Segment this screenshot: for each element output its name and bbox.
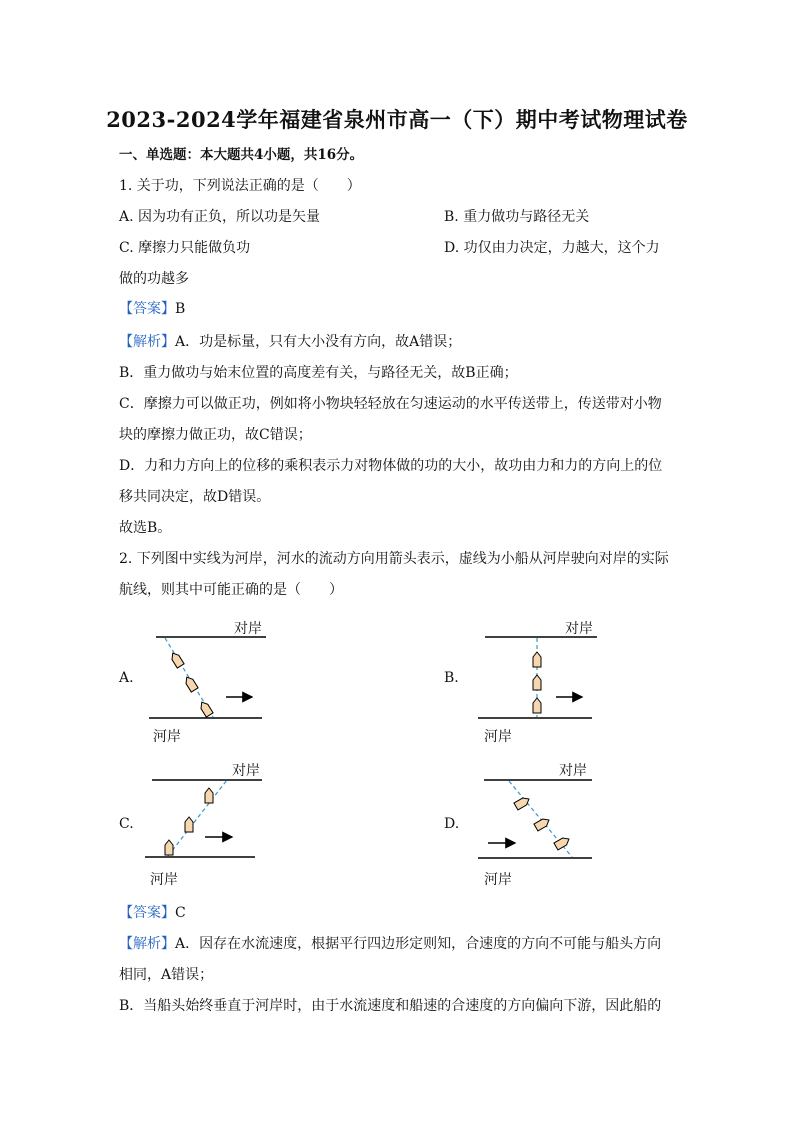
far-bank-label: 对岸 [565, 621, 593, 637]
boat-icon [514, 796, 531, 810]
answer-value: B [175, 301, 186, 317]
boat-icon [183, 675, 198, 692]
near-bank-label: 河岸 [153, 729, 181, 745]
boat-icon [165, 840, 173, 855]
boat-icon [533, 698, 541, 713]
q1-analysis-1 [119, 333, 461, 351]
q1-stem: 1. 关于功，下列说法正确的是（ ） [119, 178, 361, 194]
answer-value: C [175, 905, 186, 921]
q1-analysis-3: C．摩擦力可以做正功，例如将小物块轻轻放在匀速运动的水平传送带上，传送带对小物 [119, 396, 662, 412]
q1-analysis-5: D．力和力方向上的位移的乘积表示力对物体做的功的大小，故功由力和力的方向上的位 [119, 458, 663, 474]
q1-answer [119, 300, 185, 318]
analysis-tag: 【解析】 [119, 334, 175, 350]
q1-option-d: D. 功仅由力决定，力越大，这个力 [444, 240, 660, 256]
diagram-label-b: B. [444, 670, 459, 686]
page-title: 2023-2024学年福建省泉州市高一（下）期中考试物理试卷 [106, 107, 688, 132]
q1-analysis-4: 块的摩擦力做正功，故C错误； [119, 427, 312, 443]
analysis-text: A．因存在水流速度，根据平行四边形定则知，合速度的方向不可能与船头方向 [175, 936, 662, 952]
diagram-d-figure [478, 780, 592, 858]
q2-answer [119, 904, 186, 922]
q1-option-c: C. 摩擦力只能做负功 [119, 240, 251, 256]
boat-icon [198, 700, 213, 717]
answer-tag: 【答案】 [119, 301, 175, 317]
analysis-tag: 【解析】 [119, 936, 175, 952]
diagram-c-figure [145, 780, 262, 857]
near-bank-label: 河岸 [484, 729, 512, 745]
section-heading: 一、单选题：本大题共4小题，共16分。 [119, 147, 364, 163]
boat-icon [169, 651, 184, 668]
q2-analysis-3: B．当船头始终垂直于河岸时，由于水流速度和船速的合速度的方向偏向下游，因此船的 [119, 998, 662, 1014]
boat-icon [554, 836, 571, 850]
q2-stem-1: 2. 下列图中实线为河岸，河水的流动方向用箭头表示，虚线为小船从河岸驶向对岸的实际 [119, 551, 669, 567]
answer-tag: 【答案】 [119, 905, 175, 921]
q1-option-b: B. 重力做功与路径无关 [444, 209, 590, 225]
q1-analysis-6: 移共同决定，故D错误。 [119, 489, 271, 505]
q1-option-a: A. 因为功有正负，所以功是矢量 [119, 209, 321, 225]
q1-analysis-2: B．重力做功与始末位置的高度差有关，与路径无关，故B正确； [119, 365, 518, 381]
boat-icon [185, 817, 193, 832]
route-line [165, 638, 213, 717]
near-bank-label: 河岸 [484, 872, 512, 888]
diagram-label-a: A. [119, 670, 134, 686]
analysis-text: A．功是标量，只有大小没有方向，故A错误； [175, 334, 462, 350]
diagram-label-d: D. [444, 816, 460, 832]
boat-icon [533, 652, 541, 667]
diagram-label-c: C. [119, 816, 134, 832]
boat-icon [205, 788, 213, 803]
far-bank-label: 对岸 [232, 763, 260, 779]
q2-analysis-1 [119, 935, 661, 953]
diagram-b-figure [478, 637, 597, 718]
far-bank-label: 对岸 [559, 763, 587, 779]
route-line [509, 781, 572, 857]
boat-icon [534, 817, 551, 831]
far-bank-label: 对岸 [234, 621, 262, 637]
boat-icon [533, 675, 541, 690]
near-bank-label: 河岸 [150, 872, 178, 888]
q2-stem-2: 航线，则其中可能正确的是（ ） [119, 582, 343, 598]
q2-analysis-2: 相同，A错误； [119, 967, 214, 983]
q1-conclusion: 故选B。 [119, 520, 172, 536]
route-line [168, 780, 227, 856]
q1-option-d-cont: 做的功越多 [119, 271, 189, 287]
diagram-a-figure [149, 637, 266, 718]
